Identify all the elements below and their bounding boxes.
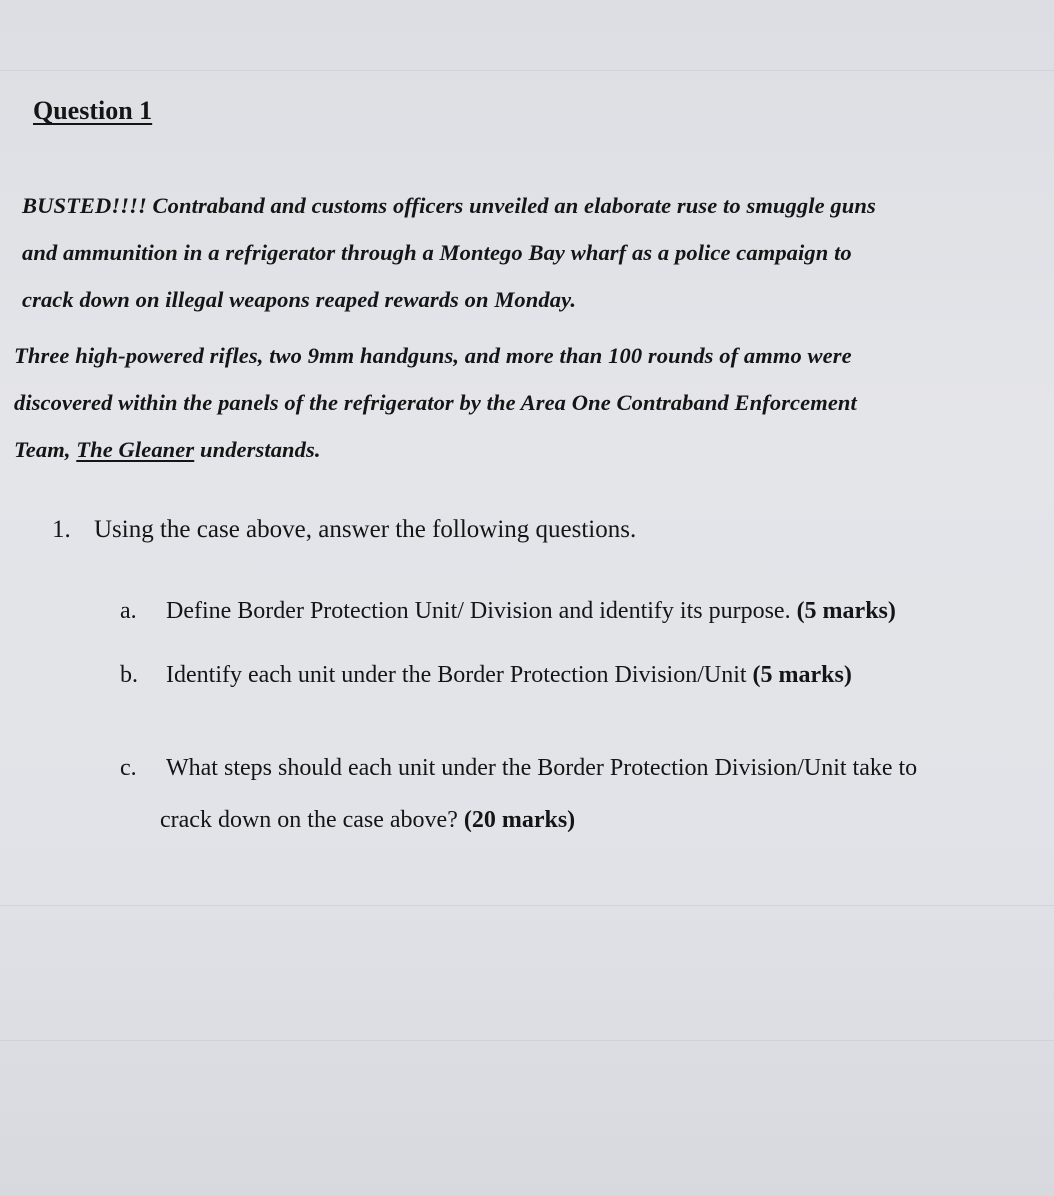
subquestion-a-marks: (5 marks) [796, 598, 896, 624]
instruction-number: 1. [52, 516, 71, 543]
case-paragraph-1 [22, 182, 1042, 323]
case-paragraph-2-suffix: understands. [194, 437, 321, 462]
subquestion-c-letter: c. [120, 755, 137, 781]
subquestion-b-marks: (5 marks) [752, 662, 852, 688]
case-paragraph-2 [14, 332, 1044, 473]
subquestion-b [120, 662, 852, 689]
subquestion-a-text: Define Border Protection Unit/ Division and identify its purpose. [166, 598, 797, 624]
case-paragraph-2-line-2: discovered within the panels of the refrigerator by the Area One Contraband Enforcement [14, 390, 857, 415]
question-heading: Question 1 [33, 96, 153, 125]
case-paragraph-2-line-1: Three high-powered rifles, two 9mm handguns, and more than 100 rounds of ammo were [14, 343, 852, 368]
instruction [52, 516, 636, 544]
case-paragraph-2-line-3 [14, 426, 1044, 473]
case-paragraph-1-line-3: crack down on illegal weapons reaped rewards on Monday. [22, 287, 577, 312]
paper-show-through-line [0, 1040, 1054, 1041]
subquestion-c-marks: (20 marks) [463, 807, 576, 833]
paper-show-through-line [0, 905, 1054, 906]
subquestion-c-line-2 [120, 794, 917, 846]
subquestion-c [120, 742, 917, 846]
case-paragraph-1-line-2: and ammunition in a refrigerator through a Montego Bay wharf as a police campaign to [22, 240, 852, 265]
news-source: The Gleaner [76, 437, 195, 462]
subquestion-a-letter: a. [120, 598, 137, 624]
paper-show-through-line [0, 70, 1054, 71]
instruction-text: Using the case above, answer the following questions. [94, 516, 637, 543]
subquestion-b-text: Identify each unit under the Border Protection Division/Unit [166, 662, 753, 688]
subquestion-c-text-line-1: What steps should each unit under the Border Protection Division/Unit take to [166, 755, 918, 781]
subquestion-b-letter: b. [120, 662, 138, 688]
case-paragraph-1-line-1: BUSTED!!!! Contraband and customs officers unveiled an elaborate ruse to smuggle guns [22, 193, 876, 218]
subquestion-a [120, 598, 896, 625]
case-paragraph-2-prefix: Team, [14, 437, 77, 462]
subquestion-c-text-line-2: crack down on the case above? [160, 807, 464, 833]
